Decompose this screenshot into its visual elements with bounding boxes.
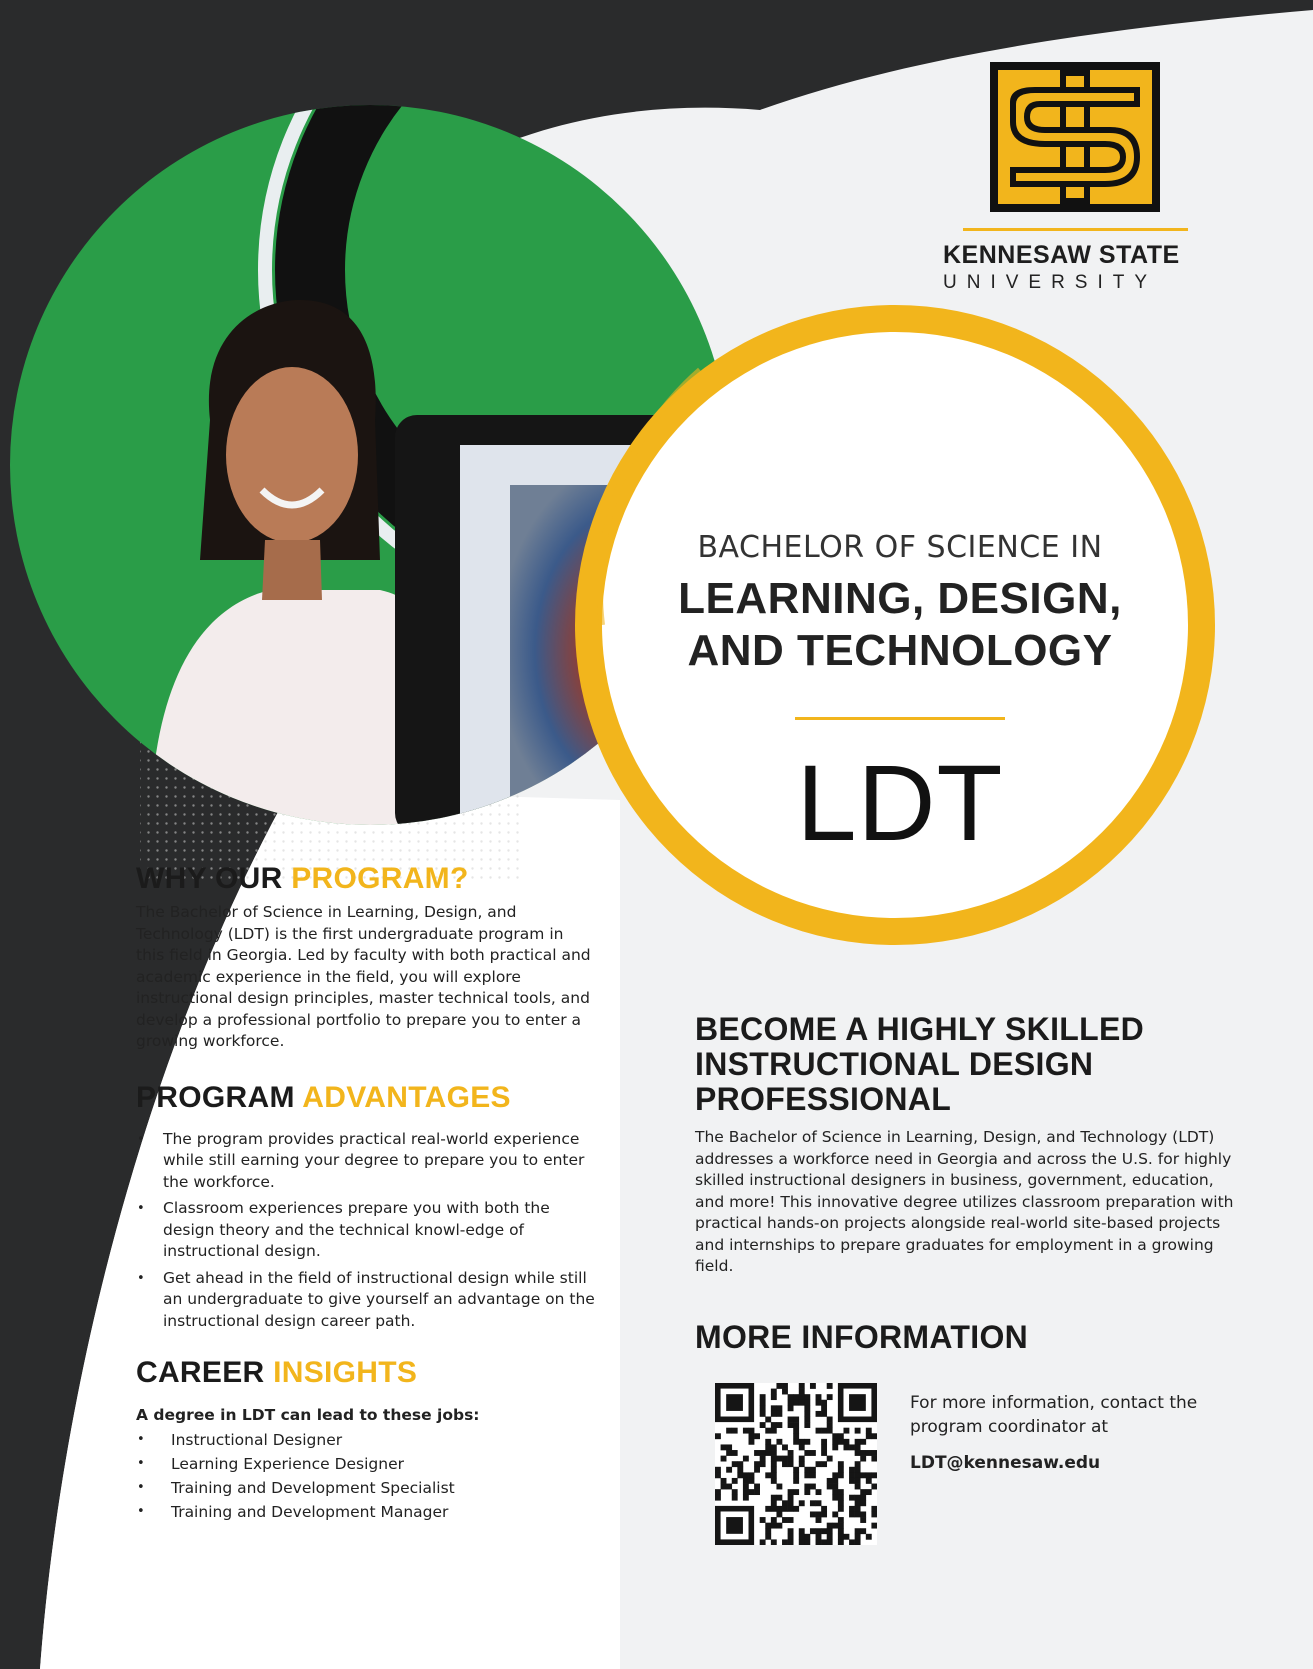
contact-email-link[interactable]: LDT@kennesaw.edu (910, 1452, 1101, 1473)
career-heading-part-1: CAREER (136, 1356, 274, 1389)
degree-divider (795, 717, 1005, 720)
list-item: • Get ahead in the field of instructional design while still an undergraduate to give yourself an advantage on the instructional design career path. (136, 1268, 596, 1333)
degree-prefix: BACHELOR OF SCIENCE IN (697, 530, 1103, 565)
list-item: • Instructional Designer (136, 1428, 596, 1452)
more-info-heading: MORE INFORMATION (695, 1318, 1029, 1355)
qr-code-icon (715, 1383, 877, 1545)
career-heading (136, 1356, 596, 1390)
become-text: The Bachelor of Science in Learning, Design, and Technology (LDT) addresses a workforce need in Georgia and across the U.S. for highly skilled instructional designers in business, government, education, and more! This innovative degree utilizes classroom preparation with practical hands-on projects alongside real-world site-based projects and internships to prepare graduates for employment in a growing field. (695, 1128, 1234, 1275)
advantages-heading (136, 1081, 596, 1115)
career-heading-part-2: INSIGHTS (273, 1356, 418, 1389)
list-item: • Learning Experience Designer (136, 1452, 596, 1476)
degree-abbreviation: LDT (796, 742, 1004, 863)
why-text: The Bachelor of Science in Learning, Design, and Technology (LDT) is the first undergraduate program in this field in Georgia. Led by faculty with both practical and academic experience in the field, you will explore instructional design principles, master technical tools, and develop a professional portfolio to prepare you to enter a growing workforce. (136, 903, 591, 1050)
become-heading: BECOME A HIGHLY SKILLED INSTRUCTIONAL DESIGN PROFESSIONAL (695, 1011, 1145, 1117)
why-heading-part-1: WHY OUR (136, 862, 292, 895)
advantages-list (136, 1129, 596, 1333)
more-info-text: For more information, contact the program coordinator at (910, 1392, 1198, 1437)
university-name: KENNESAW STATE (943, 241, 1180, 269)
list-item: • Classroom experiences prepare you with both the design theory and the technical knowl-edge of instructional design. (136, 1198, 596, 1263)
degree-title (600, 573, 1200, 677)
logo-divider (963, 228, 1188, 231)
advantages-heading-part-2: ADVANTAGES (302, 1080, 511, 1114)
advantages-heading-part-1: PROGRAM (136, 1080, 303, 1114)
degree-title-block (600, 530, 1200, 863)
qr-code[interactable] (715, 1383, 877, 1545)
list-item: • Training and Development Manager (136, 1500, 596, 1524)
university-subname: UNIVERSITY (943, 272, 1158, 293)
degree-title-line-2: AND TECHNOLOGY (687, 626, 1113, 675)
right-column (695, 1012, 1235, 1553)
ks-monogram-icon (990, 62, 1160, 212)
list-item: • Training and Development Specialist (136, 1476, 596, 1500)
more-info-block (695, 1383, 1235, 1553)
jobs-intro: A degree in LDT can lead to these jobs: (136, 1406, 480, 1424)
why-heading-part-2: PROGRAM? (291, 862, 469, 895)
more-info-text-block (910, 1391, 1210, 1475)
why-heading (136, 862, 596, 896)
list-item: • The program provides practical real-world experience while still earning your degree to prepare you to enter the workforce. (136, 1129, 596, 1194)
university-logo (943, 62, 1180, 294)
jobs-list (136, 1428, 596, 1524)
left-column (136, 862, 596, 1524)
degree-title-line-1: LEARNING, DESIGN, (678, 574, 1122, 623)
